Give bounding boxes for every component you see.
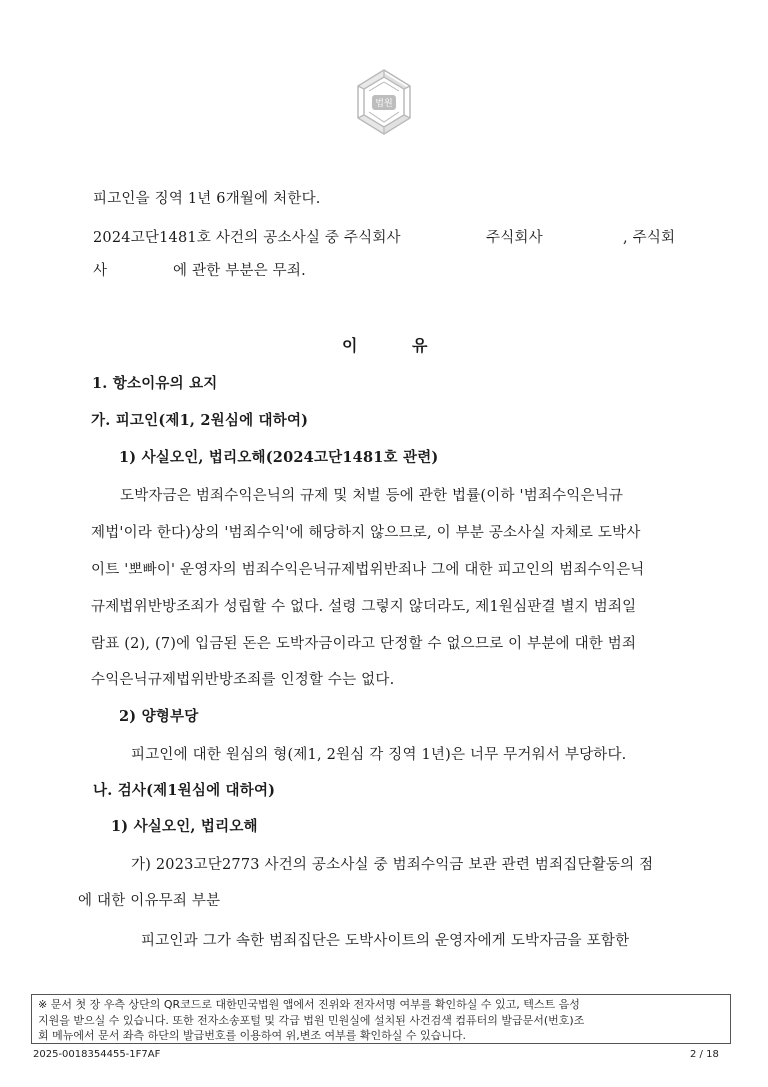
heading-sentencing: 2) 양형부당 [119,708,199,725]
section-title-right: 유 [412,336,428,355]
order-line-2c: , 주식회 [623,230,676,246]
order-line-2b: 주식회사 [486,230,543,246]
paragraph-1-line-3: 이트 '뽀빠이' 운영자의 범죄수익은닉규제법위반죄나 그에 대한 피고인의 범죄수익은닉 [91,562,645,578]
heading-prosecutor: 나. 검사(제1원심에 대하여) [93,782,276,799]
court-emblem [352,68,416,136]
paragraph-1-line-6: 수익은닉규제법위반방조죄를 인정할 수는 없다. [91,672,395,688]
paragraph-1-line-5: 람표 (2), (7)에 입금된 돈은 도박자금이라고 단정할 수 없으므로 이 부분에 대한 범죄 [91,636,637,652]
page-number: 2 / 18 [690,1049,719,1060]
paragraph-1-line-4: 규제법위반방조죄가 성립할 수 없다. 설령 그렇지 않더라도, 제1원심판결 별지 범죄일 [91,599,637,615]
notice-line-2: 지원을 받으실 수 있습니다. 또한 전자소송포털 및 각급 법원 민원실에 설치된 사건검색 컴퓨터의 발급문서(번호)조 [38,1013,585,1027]
paragraph-1-line-2: 제법'이라 한다)상의 '범죄수익'에 해당하지 않으므로, 이 부분 공소사실 자체로 도박사 [91,525,641,541]
notice-line-1: ※ 문서 첫 장 우측 상단의 QR코드로 대한민국법원 앱에서 진위와 전자서명 여부를 확인하실 수 있고, 텍스트 음성 [38,998,580,1011]
heading-prosecutor-fact-error: 1) 사실오인, 법리오해 [111,818,258,835]
paragraph-4: 피고인과 그가 속한 범죄집단은 도박사이트의 운영자에게 도박자금을 포함한 [141,933,630,949]
paragraph-2: 피고인에 대한 원심의 형(제1, 2원심 각 징역 1년)은 너무 무거워서 부당하다. [131,747,627,763]
section-title-left: 이 [342,336,358,355]
heading-defendant: 가. 피고인(제1, 2원심에 대하여) [91,412,309,429]
emblem-label: 법원 [375,99,393,109]
order-line-3a: 사 [93,263,108,279]
paragraph-3-line-1: 가) 2023고단2773 사건의 공소사실 중 범죄수익금 보관 관련 범죄집단활동의 점 [131,857,654,873]
paragraph-3-line-2: 에 대한 이유무죄 부분 [78,893,221,909]
paragraph-1-line-1: 도박자금은 범죄수익은닉의 규제 및 처벌 등에 관한 법률(이하 '범죄수익은닉규 [120,488,624,504]
order-line-2a: 2024고단1481호 사건의 공소사실 중 주식회사 [93,230,401,246]
verification-notice [31,994,731,1044]
heading-appeal-grounds: 1. 항소이유의 요지 [92,375,218,392]
heading-fact-error: 1) 사실오인, 법리오해(2024고단1481호 관련) [119,449,439,466]
order-line-3b: 에 관한 부분은 무죄. [173,263,306,279]
notice-line-3: 회 메뉴에서 문서 좌측 하단의 발급번호를 이용하여 위,변조 여부를 확인하실 수 있습니다. [38,1029,466,1042]
order-line-1: 피고인을 징역 1년 6개월에 처한다. [93,191,321,207]
issue-number: 2025-0018354455-1F7AF [33,1049,161,1060]
